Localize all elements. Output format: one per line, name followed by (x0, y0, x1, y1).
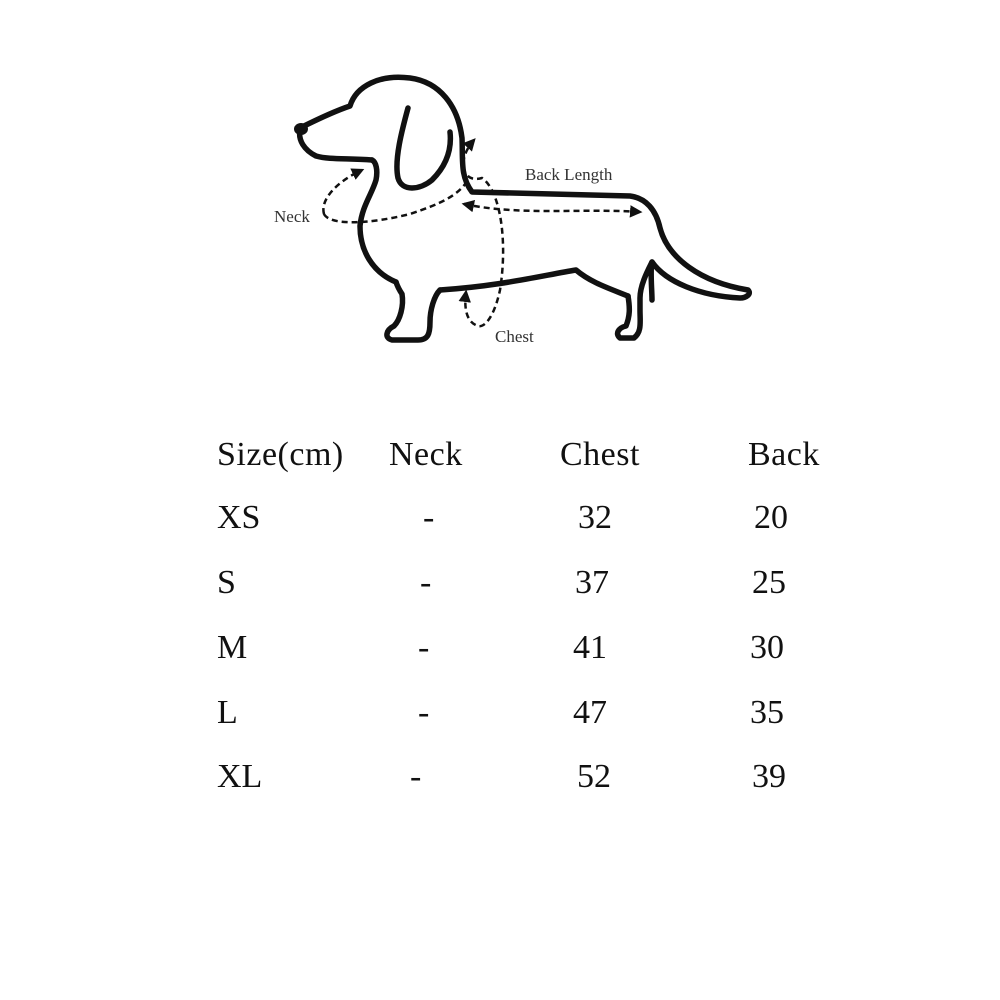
dachshund-outline (300, 77, 750, 340)
header-neck: Neck (389, 436, 463, 473)
back-length-arrow (464, 204, 640, 212)
neck-cell: - (418, 629, 430, 666)
neck-cell: - (418, 694, 430, 731)
chest-label: Chest (495, 327, 534, 346)
back-cell: 39 (752, 758, 786, 795)
neck-cell: - (420, 564, 432, 601)
back-cell: 30 (750, 629, 784, 666)
chest-cell: 41 (573, 629, 607, 666)
size-cell: L (217, 694, 238, 731)
dog-measurement-diagram (0, 0, 1000, 380)
header-back: Back (748, 436, 820, 473)
header-size: Size(cm) (217, 436, 344, 473)
size-cell: S (217, 564, 236, 601)
neck-label: Neck (274, 207, 310, 226)
chest-cell: 37 (575, 564, 609, 601)
back-cell: 35 (750, 694, 784, 731)
size-cell: M (217, 629, 248, 666)
chest-cell: 32 (578, 499, 612, 536)
chest-arrow (463, 140, 503, 326)
neck-cell: - (410, 758, 422, 795)
neck-cell: - (423, 499, 435, 536)
size-cell: XS (217, 499, 261, 536)
header-chest: Chest (560, 436, 640, 473)
chest-cell: 47 (573, 694, 607, 731)
nose-shape (294, 123, 308, 135)
chest-cell: 52 (577, 758, 611, 795)
back-length-label: Back Length (525, 165, 613, 184)
size-cell: XL (217, 758, 263, 795)
back-cell: 20 (754, 499, 788, 536)
back-cell: 25 (752, 564, 786, 601)
